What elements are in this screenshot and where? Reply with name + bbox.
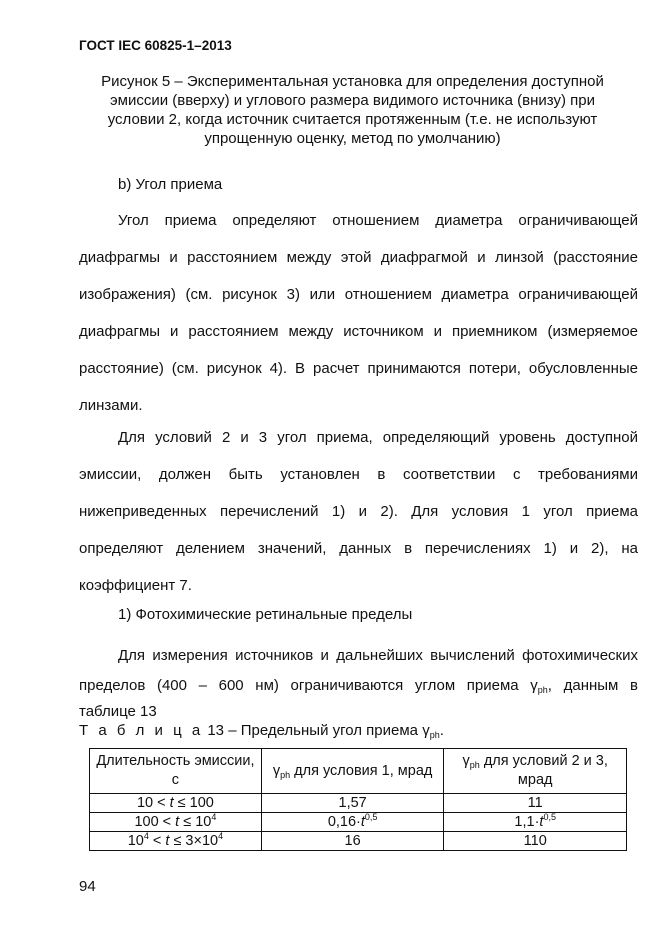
para2-line: коэффициент 7. xyxy=(79,577,192,594)
table-title-subscript: ph xyxy=(429,730,440,740)
para3-line: таблице 13 xyxy=(79,703,157,720)
table-cell: $100 < t \le 10^4$ xyxy=(90,813,262,832)
table-header-row xyxy=(90,749,627,794)
table-row xyxy=(90,832,627,851)
angle-table xyxy=(89,748,627,851)
table-cell: 10 < t ≤ 100 xyxy=(90,794,262,813)
table-label: Т а б л и ц а xyxy=(79,722,204,739)
para1-line: диафрагмы и расстоянием между источником и приемником (измеряемое xyxy=(79,323,638,340)
subheading-1: 1) Фотохимические ретинальные пределы xyxy=(118,606,413,623)
table-cell: $10^4 < t \le 3\times 10^4$ xyxy=(90,832,262,851)
col-header-duration: Длительность эмиссии, с xyxy=(90,749,262,794)
document-header: ГОСТ IEC 60825-1–2013 xyxy=(79,38,232,53)
para3-line xyxy=(79,671,638,701)
gamma-subscript: ph xyxy=(537,685,548,695)
col-header-condition1 xyxy=(261,749,444,794)
table-title-end: . xyxy=(439,722,444,739)
para2-line: нижеприведенных перечислений 1) и 2). Для условия 1 угол приема xyxy=(79,503,638,520)
col-header-condition23 xyxy=(444,749,627,794)
table-cell: 1,57 xyxy=(261,794,444,813)
para1-line: диафрагмы и расстоянием между этой диафрагмой и линзой (расстояние xyxy=(79,249,638,266)
figure-caption: Рисунок 5 – Экспериментальная установка для определения доступной эмиссии (вверху) и углового размера видимого источника (внизу) при условии 2, когда источник считается протяженным (т.е. не используют упрощенную оценку, метод по умолчанию) xyxy=(101,73,604,147)
para2-line: Для условий 2 и 3 угол приема, определяющий уровень доступной xyxy=(118,429,638,446)
table-cell: $1,1\cdot t^{0,5}$ xyxy=(444,813,627,832)
para1-line: изображения) (см. рисунок 3) или отношением диаметра ограничивающей xyxy=(79,286,638,303)
para1-line: Угол приема определяют отношением диаметра ограничивающей xyxy=(118,212,638,229)
para1-line: расстояние) (см. рисунок 4). В расчет принимаются потери, обусловленные xyxy=(79,360,638,377)
table-cell: 11 xyxy=(444,794,627,813)
page-number: 94 xyxy=(79,878,96,895)
para2-line: эмиссии, должен быть установлен в соответствии с требованиями xyxy=(79,466,638,483)
table-caption xyxy=(79,722,444,739)
paragraph-1 xyxy=(79,202,638,424)
para3-text: , данным в xyxy=(547,677,638,694)
table-cell: 16 xyxy=(261,832,444,851)
gamma-subscript: ph xyxy=(280,769,291,780)
para3-line: Для измерения источников и дальнейших вычислений фотохимических xyxy=(118,647,638,664)
para3-text: пределов (400 – 600 нм) ограничиваются углом приема γ xyxy=(79,677,538,694)
table-row xyxy=(90,794,627,813)
table-cell: $0,16\cdot t^{0,5}$ xyxy=(261,813,444,832)
paragraph-2 xyxy=(79,419,638,604)
gamma-subscript: ph xyxy=(469,760,480,770)
table-cell: 110 xyxy=(444,832,627,851)
col-header-text: для условий 2 и 3, мрад xyxy=(483,753,608,788)
paragraph-3 xyxy=(79,641,638,723)
gamma-symbol: γ xyxy=(272,762,281,779)
col-header-text: для условия 1, мрад xyxy=(294,762,433,779)
gamma-symbol: γ xyxy=(462,753,470,769)
table-row xyxy=(90,813,627,832)
subheading-b: b) Угол приема xyxy=(118,176,223,193)
para1-line: линзами. xyxy=(79,397,143,414)
table-title: 13 – Предельный угол приема γ xyxy=(203,722,430,739)
para2-line: определяют делением значений, данных в перечислениях 1) и 2), на xyxy=(79,540,638,557)
